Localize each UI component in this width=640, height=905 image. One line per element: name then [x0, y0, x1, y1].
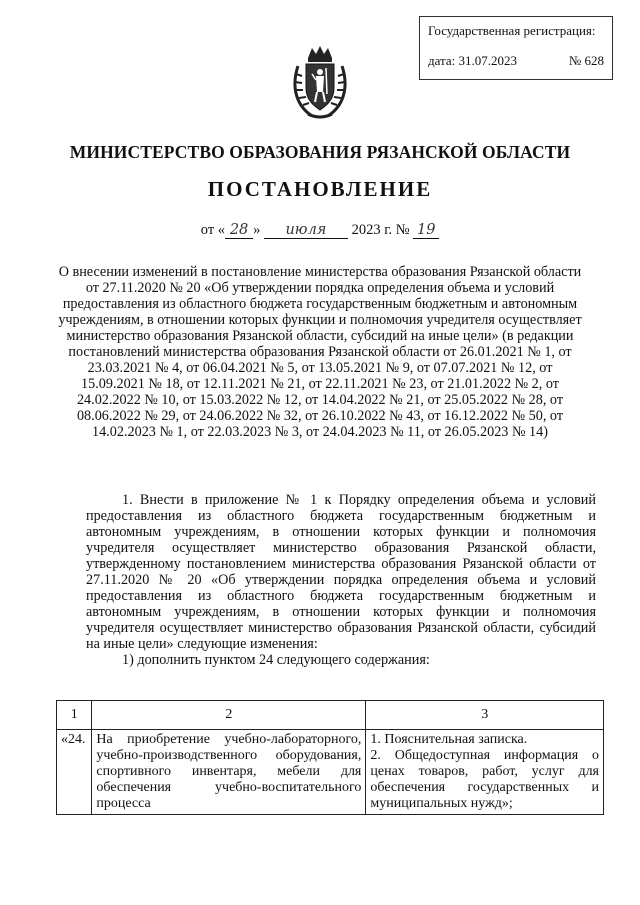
decree-date-line — [0, 222, 640, 239]
stamp-label: Государственная регистрация: — [428, 23, 596, 38]
table-header-cell: 1 — [57, 701, 92, 730]
row-document-1: 1. Пояснительная записка. — [370, 732, 528, 747]
document-type: ПОСТАНОВЛЕНИЕ — [207, 177, 433, 201]
body-paragraph-1: 1. Внести в приложение № 1 к Порядку определения объема и условий предоставления из областного бюджета государственным бюджетным и автономным учреждениям, в отношении которых функции и полномочия учредителя осуществляет министерство образования Рязанской области, утвержденному постановлением министерства образования Рязанской области от 27.11.2020 № 20 «Об утверждении порядка определения объема и условий предоставления из областного бюджета государственным бюджетным и автономным учреждениям, в отношении которых функции и полномочия учредителя осуществляет министерство образования Рязанской области, субсидий на иные цели» следующие изменения: — [86, 492, 596, 652]
decree-number: 19 — [413, 222, 439, 239]
date-prefix: от « — [200, 222, 226, 238]
row-documents — [366, 730, 604, 815]
decree-title: О внесении изменений в постановление министерства образования Рязанской области от 27.11.2020 № 20 «Об утверждении порядка определения объема и условий предоставления из областного бюджета государственным бюджетным и автономным учреждениям, в отношении которых функции и полномочия учредителя осуществляет министерство образования Рязанской области, субсидий на иные цели» (в редакции постановлений министерства образования Рязанской области от 26.01.2021 № 1, от 23.03.2021 № 4, от 06.04.2021 № 5, от 13.05.2021 № 9, от 07.07.2021 № 12, от 15.09.2021 № 18, от 12.11.2021 № 21, от 22.11.2021 № 23, от 21.01.2022 № 2, от 24.02.2022 № 10, от 15.03.2022 № 12, от 14.04.2022 № 21, от 25.05.2022 № 28, от 08.06.2022 № 29, от 24.06.2022 № 32, от 26.10.2022 № 43, от 16.12.2022 № 50, от 14.02.2023 № 1, от 22.03.2023 № 3, от 24.04.2023 № 11, от 26.05.2023 № 14) — [58, 264, 582, 440]
amendment-table — [56, 700, 604, 815]
coat-of-arms-icon — [290, 44, 350, 120]
decree-day: 28 — [225, 222, 253, 239]
row-purpose: На приобретение учебно-лабораторного, учебно-производственного оборудования, спортивного инвентаря, мебели для обеспечения учебно-воспитательного процесса — [92, 730, 366, 815]
table-row — [57, 730, 604, 815]
date-mid: » — [253, 222, 261, 238]
table-header-row — [57, 701, 604, 730]
decree-year: 2023 г. № — [351, 222, 410, 238]
row-document-2: 2. Общедоступная информация о ценах товаров, работ, услуг для обеспечения государственных и муниципальных нужд»; — [370, 748, 599, 811]
ministry-name: МИНИСТЕРСТВО ОБРАЗОВАНИЯ РЯЗАНСКОЙ ОБЛАСТИ — [69, 142, 571, 162]
table-header-cell: 2 — [92, 701, 366, 730]
decree-month: июля — [264, 222, 348, 239]
stamp-date: дата: 31.07.2023 — [428, 53, 518, 68]
stamp-number: № 628 — [568, 53, 604, 68]
decree-body — [86, 492, 596, 668]
table-header-cell: 3 — [366, 701, 604, 730]
body-paragraph-2: 1) дополнить пунктом 24 следующего содержания: — [122, 652, 430, 668]
registration-stamp — [419, 16, 613, 80]
row-number: «24. — [57, 730, 92, 815]
